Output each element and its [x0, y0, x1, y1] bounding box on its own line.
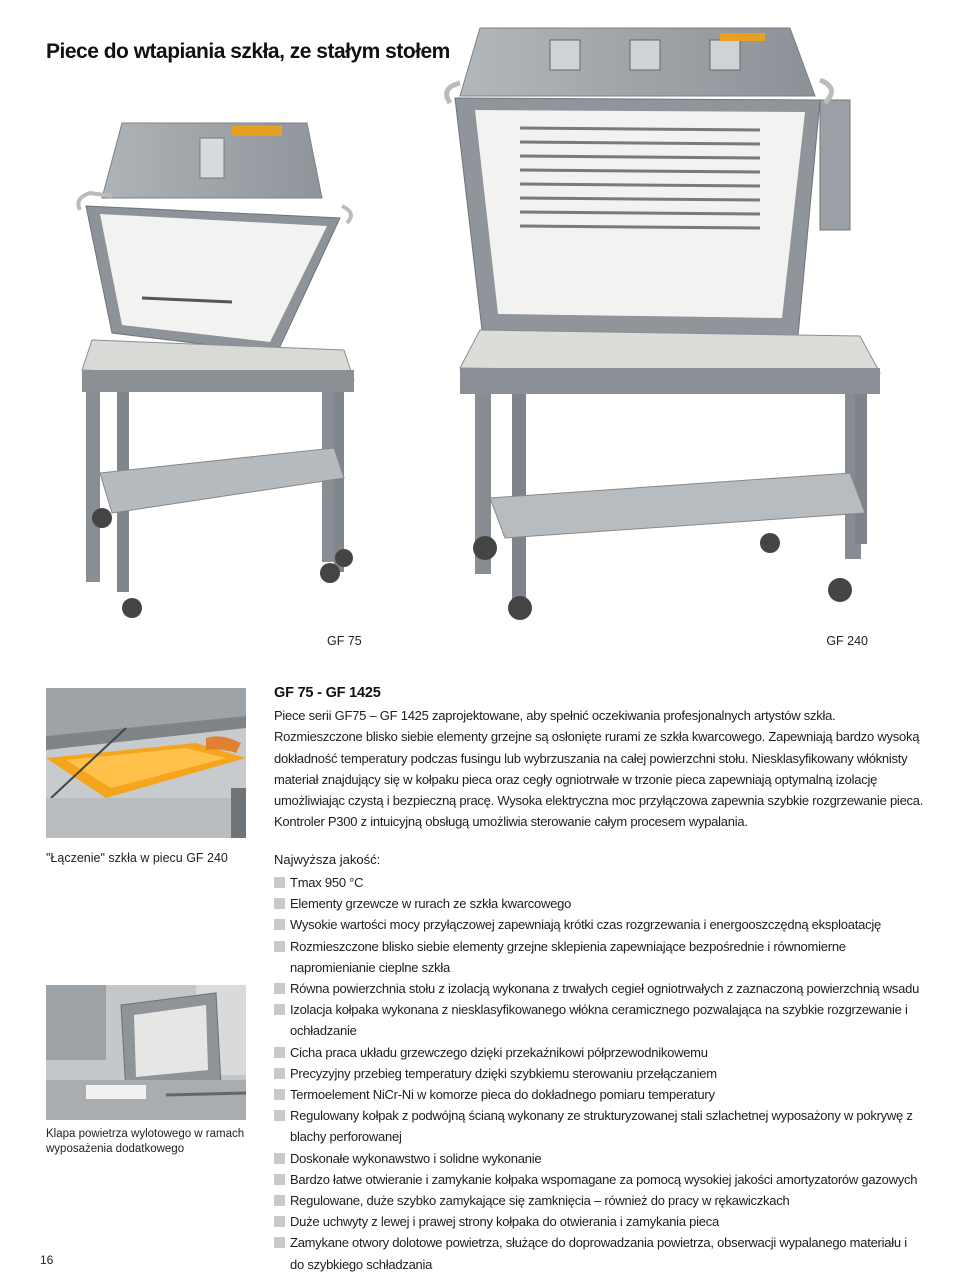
feature-text: Doskonałe wykonawstwo i solidne wykonanie — [290, 1150, 542, 1166]
square-bullet-icon — [274, 1195, 285, 1206]
list-item — [274, 1190, 924, 1211]
air-flap-photo — [46, 985, 246, 1120]
description-paragraph-1: Piece serii GF75 – GF 1425 zaprojektowane, aby spełnić oczekiwania profesjonalnych artystów szkła. — [274, 708, 836, 723]
square-bullet-icon — [274, 1110, 285, 1121]
list-item — [274, 936, 924, 978]
caption-gf240: GF 240 — [826, 634, 868, 648]
list-item — [274, 1211, 924, 1232]
square-bullet-icon — [274, 1004, 285, 1015]
feature-text: Tmax 950 °C — [290, 875, 364, 890]
feature-text: Izolacja kołpaka wykonana z niesklasyfikowanego włókna ceramicznego pozwalająca na szybkie rozgrzewanie i ochładzanie — [290, 1002, 908, 1039]
description-paragraph-2: Rozmieszczone blisko siebie elementy grzejne są osłonięte rurami ze szkła kwarcowego. Zapewniają bardzo wysoką dokładność temperatury podczas fusingu lub wybrzuszania na całej powierzchni stołu. Niesklasyfikowany włóknisty materiał znajdujący się w kołpaku pieca oraz cegły ogniotrwałe w trzonie pieca zapewniają optymalną izolację umożliwiając czystą i bezpieczną pracę. Wysoka elektryczna moc przyłączowa zapewnia szybkie rozgrzewanie pieca. Kontroler P300 z intuicyjną obsługą umożliwia sterowanie całym procesem wypalania. — [274, 729, 924, 830]
feature-text: Bardzo łatwe otwieranie i zamykanie kołpaka wspomagane za pomocą wysokiej jakości amortyzatorów gazowych — [290, 1171, 918, 1187]
page-number: 16 — [40, 1253, 54, 1267]
features-heading: Najwyższa jakość: — [274, 852, 381, 867]
square-bullet-icon — [274, 1047, 285, 1058]
feature-text: Rozmieszczone blisko siebie elementy grzejne sklepienia zapewniające bezpośrednie i równomierne napromienianie cieplne szkła — [290, 938, 846, 975]
square-bullet-icon — [274, 1153, 285, 1164]
description-heading: GF 75 - GF 1425 — [274, 685, 381, 701]
square-bullet-icon — [274, 877, 285, 888]
feature-text: Regulowane, duże szybko zamykające się zamknięcia – również do pracy w rękawiczkach — [290, 1193, 790, 1209]
feature-text: Wysokie wartości mocy przyłączowej zapewniają krótki czas rozgrzewania i energooszczędną eksploatację — [290, 917, 881, 933]
gf240-kiln-photo — [420, 18, 900, 628]
feature-text: Elementy grzewcze w rurach ze szkła kwarcowego — [290, 896, 572, 912]
square-bullet-icon — [274, 1174, 285, 1185]
list-item — [274, 999, 924, 1041]
square-bullet-icon — [274, 941, 285, 952]
square-bullet-icon — [274, 898, 285, 909]
list-item — [274, 1232, 924, 1274]
caption-glass-joining: "Łączenie" szkła w piecu GF 240 — [46, 851, 228, 865]
feature-text: Termoelement NiCr-Ni w komorze pieca do dokładnego pomiaru temperatury — [290, 1087, 715, 1103]
gf75-kiln-photo — [72, 118, 362, 638]
feature-text: Cicha praca układu grzewczego dzięki przekaźnikowi półprzewodnikowemu — [290, 1044, 708, 1060]
caption-air-flap: Klapa powietrza wylotowego w ramach wyposażenia dodatkowego — [46, 1128, 245, 1155]
feature-text: Równa powierzchnia stołu z izolacją wykonana z trwałych cegieł ogniotrwałych z zaznaczoną powierzchnią wsadu — [290, 981, 920, 997]
feature-text: Duże uchwyty z lewej i prawej strony kołpaka do otwierania i zamykania pieca — [290, 1214, 719, 1230]
square-bullet-icon — [274, 1089, 285, 1100]
square-bullet-icon — [274, 1216, 285, 1227]
list-item — [274, 893, 924, 914]
list-item — [274, 914, 924, 935]
caption-gf75: GF 75 — [327, 634, 362, 648]
features-list — [274, 872, 924, 1275]
feature-text: Regulowany kołpak z podwójną ścianą wykonany ze strukturyzowanej stali szlachetnej wyposażony w pokrywę z blachy perforowanej — [290, 1108, 913, 1145]
square-bullet-icon — [274, 1237, 285, 1248]
features-section — [274, 850, 924, 1275]
list-item — [274, 1042, 924, 1063]
list-item — [274, 1148, 924, 1169]
square-bullet-icon — [274, 983, 285, 994]
feature-text: Zamykane otwory dolotowe powietrza, służące do doprowadzania powietrza, obserwacji wypalanego materiału i do szybkiego schładzania — [290, 1235, 907, 1272]
list-item — [274, 1169, 924, 1190]
square-bullet-icon — [274, 919, 285, 930]
page-title: Piece do wtapiania szkła, ze stałym stołem — [46, 40, 450, 63]
list-item — [274, 1105, 924, 1147]
list-item — [274, 872, 924, 893]
list-item — [274, 978, 924, 999]
glass-joining-photo — [46, 688, 246, 838]
square-bullet-icon — [274, 1068, 285, 1079]
list-item — [274, 1063, 924, 1084]
description-section — [274, 685, 924, 833]
list-item — [274, 1084, 924, 1105]
feature-text: Precyzyjny przebieg temperatury dzięki szybkiemu sterowaniu przełączaniem — [290, 1065, 717, 1081]
